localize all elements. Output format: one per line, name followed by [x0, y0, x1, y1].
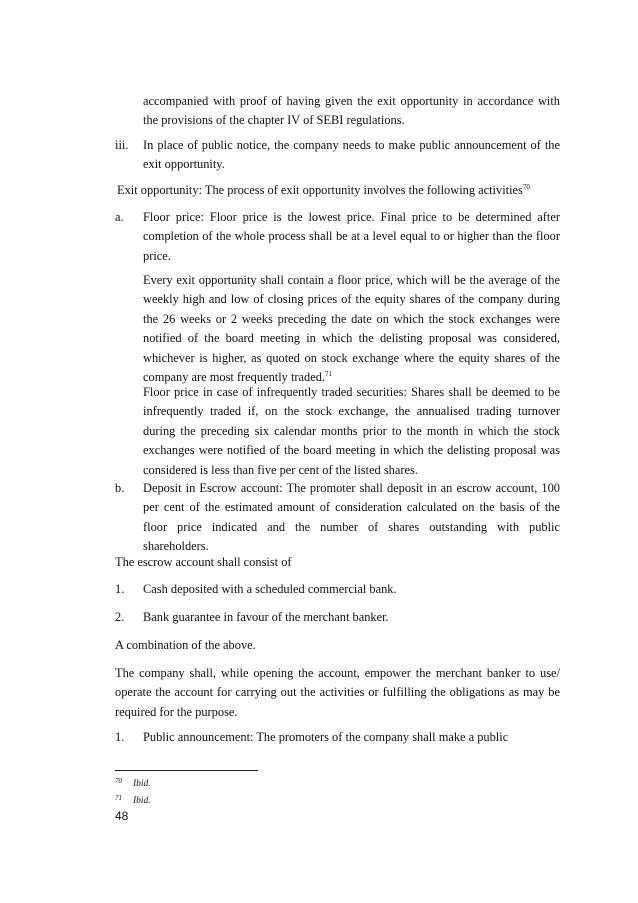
exit-opportunity-intro	[117, 181, 562, 200]
public-item-1-text: Public announcement: The promoters of the company shall make a public	[143, 730, 509, 744]
continuation-paragraph: accompanied with proof of having given the exit opportunity in accordance with the provisions of the chapter IV of SEBI regulations.	[143, 94, 560, 128]
footnote-71	[115, 792, 151, 807]
footnote-70-number: 70	[115, 777, 122, 785]
public-item-1-marker: 1.	[115, 730, 125, 744]
footnote-70	[115, 775, 151, 790]
footnote-71-text: Ibid.	[133, 796, 151, 806]
combination-text: A combination of the above.	[115, 638, 256, 652]
floor-price-paragraph	[143, 271, 560, 387]
footnote-70-text: Ibid.	[133, 779, 151, 789]
escrow-item-2-text: Bank guarantee in favour of the merchant banker.	[143, 610, 389, 624]
item-iii-text: In place of public notice, the company needs to make public announcement of the exit opportunity.	[143, 138, 560, 172]
footnote-divider	[115, 770, 258, 771]
floor-para1-text: Every exit opportunity shall contain a floor price, which will be the average of the weekly high and low of closing prices of the equity shares of the company during the 26 weeks or 2 weeks preceding the date on which the stock exchanges were notified of the board meeting in which the delisting proposal was considered, whichever is higher, as quoted on stock exchange where the equity shares of the company are most frequently traded.	[143, 273, 560, 385]
item-b-marker: b.	[115, 481, 125, 495]
footnote-ref-70: 70	[522, 183, 530, 191]
company-paragraph: The company shall, while opening the account, empower the merchant banker to use/ operate the account for carrying out the activities or fulfilling the obligations as may be required for the purpose.	[115, 666, 560, 719]
escrow-item-1-marker: 1.	[115, 582, 125, 596]
exit-intro-text: Exit opportunity: The process of exit opportunity involves the following activities	[117, 183, 523, 197]
escrow-item-2-marker: 2.	[115, 610, 125, 624]
item-a-text: Floor price: Floor price is the lowest price. Final price to be determined after completion of the whole process shall be at a level equal to or higher than the floor price.	[143, 210, 560, 263]
item-a-marker: a.	[115, 210, 124, 224]
infrequent-trading-paragraph: Floor price in case of infrequently traded securities: Shares shall be deemed to be infrequently traded if, on the stock exchange, the annualised trading turnover during the preceding six calendar months prior to the month in which the stock exchanges were notified of the board meeting in which the delisting proposal was considered is less than five per cent of the listed shares.	[143, 385, 560, 477]
escrow-item-1-text: Cash deposited with a scheduled commercial bank.	[143, 582, 397, 596]
item-iii-marker: iii.	[115, 138, 129, 152]
footnote-71-number: 71	[115, 794, 122, 802]
footnote-ref-71: 71	[325, 370, 333, 379]
page-number: 48	[115, 809, 129, 823]
escrow-intro: The escrow account shall consist of	[115, 555, 292, 569]
item-b-text: Deposit in Escrow account: The promoter shall deposit in an escrow account, 100 per cent of the estimated amount of consideration calculated on the basis of the floor price indicated and the number of shares outstanding with public shareholders.	[143, 481, 560, 554]
